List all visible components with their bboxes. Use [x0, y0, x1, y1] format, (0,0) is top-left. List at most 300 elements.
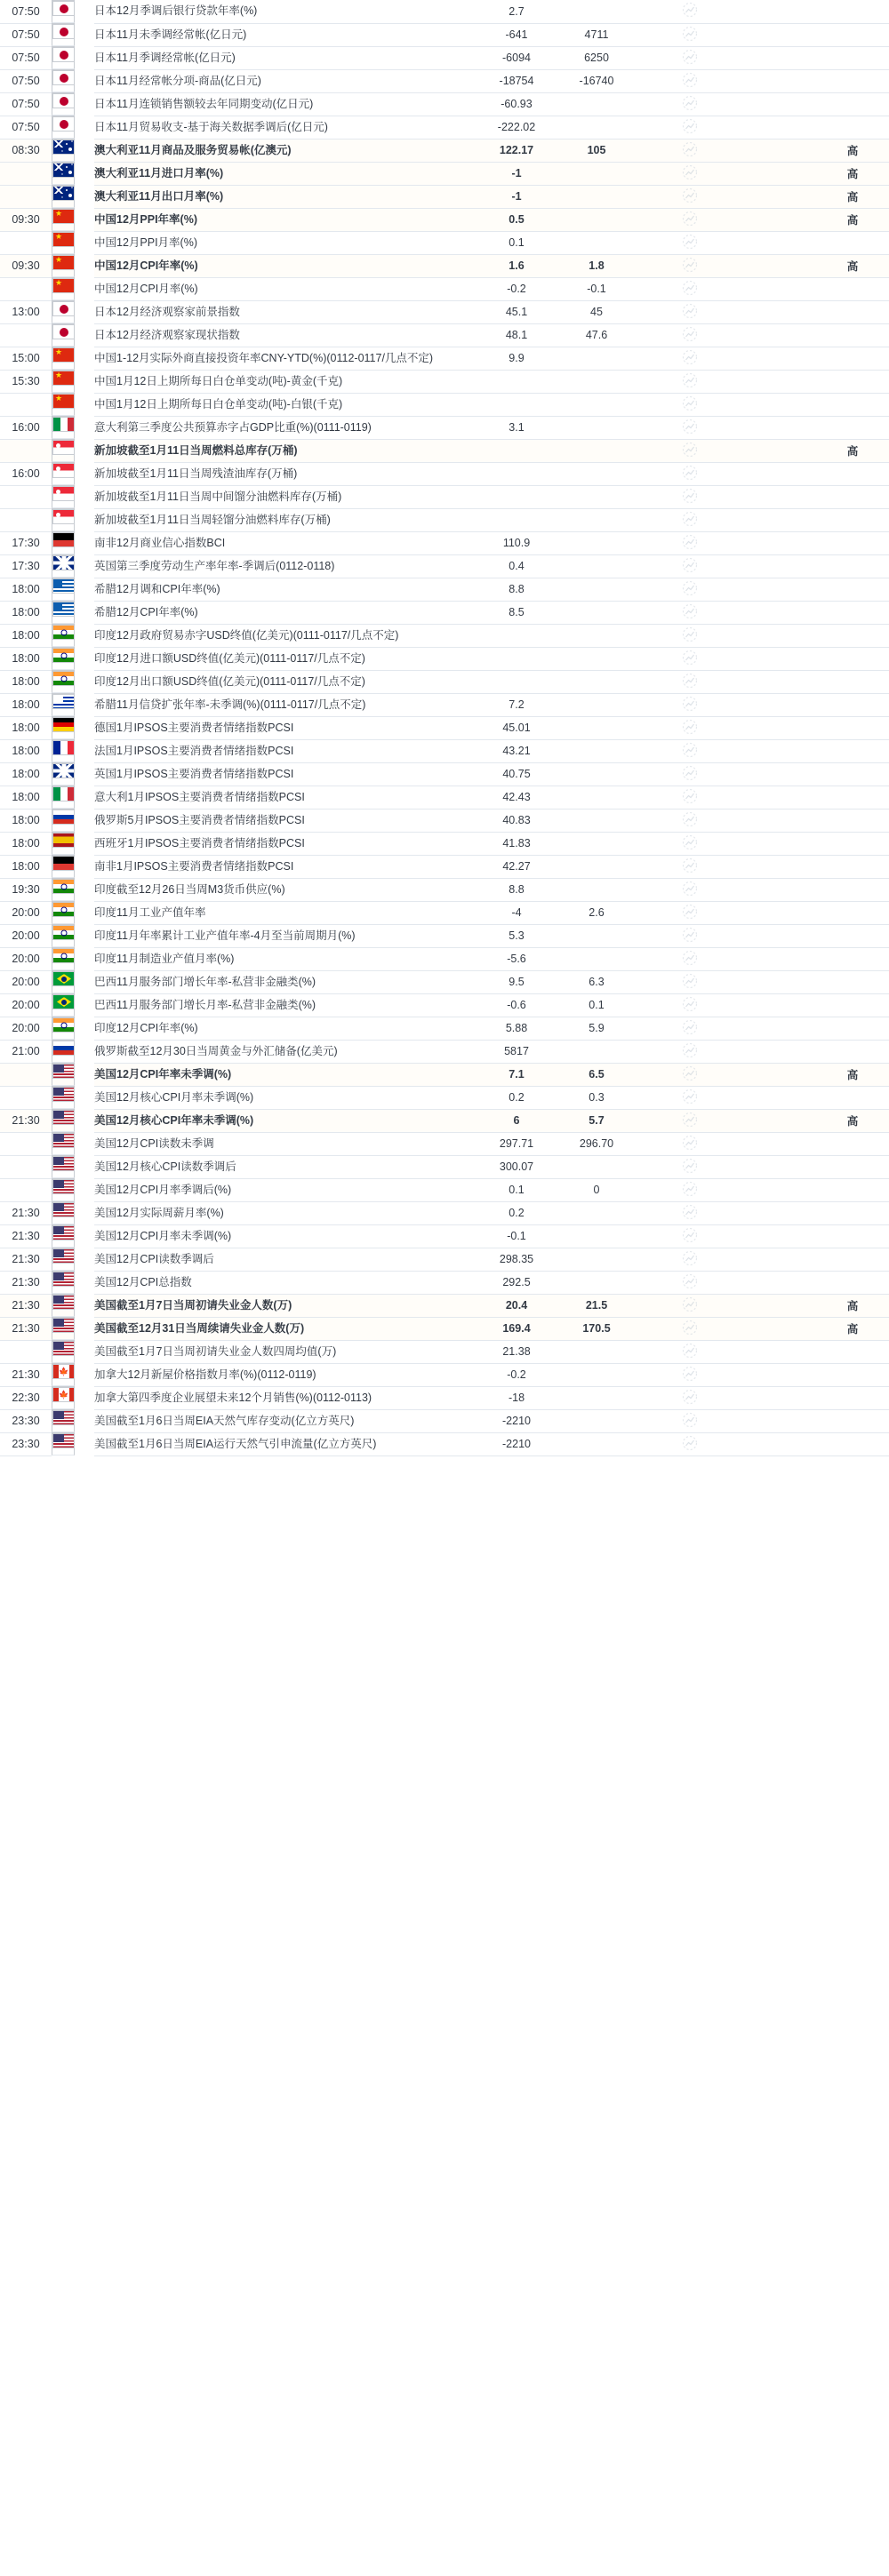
table-row[interactable]	[0, 1109, 889, 1132]
event-name[interactable]: 中国12月PPI年率(%)	[94, 208, 477, 231]
chart-cell[interactable]	[637, 1132, 743, 1155]
event-name[interactable]: 加拿大12月新屋价格指数月率(%)(0112-0119)	[94, 1363, 477, 1386]
actual-value: 45.1	[477, 300, 557, 323]
chart-cell[interactable]	[637, 300, 743, 323]
chart-cell[interactable]	[637, 1340, 743, 1363]
table-row[interactable]	[0, 554, 889, 578]
chart-icon[interactable]	[682, 372, 698, 388]
chart-cell[interactable]	[637, 554, 743, 578]
chart-icon[interactable]	[682, 141, 698, 157]
importance-badge	[816, 1155, 889, 1178]
chart-icon[interactable]	[682, 26, 698, 42]
table-row[interactable]	[0, 1363, 889, 1386]
event-name[interactable]: 西班牙1月IPSOS主要消费者情绪指数PCSI	[94, 832, 477, 855]
event-name[interactable]: 日本11月季调经常帐(亿日元)	[94, 46, 477, 69]
chart-cell[interactable]	[637, 762, 743, 786]
chart-icon[interactable]	[682, 211, 698, 227]
event-name[interactable]: 新加坡截至1月11日当周残渣油库存(万桶)	[94, 462, 477, 485]
chart-cell[interactable]	[637, 832, 743, 855]
chart-icon[interactable]	[682, 511, 698, 527]
table-row[interactable]	[0, 1271, 889, 1294]
chart-cell[interactable]	[637, 254, 743, 277]
table-row[interactable]	[0, 393, 889, 416]
event-name[interactable]: 巴西11月服务部门增长月率-私营非金融类(%)	[94, 993, 477, 1017]
actual-value	[477, 370, 557, 393]
chart-cell[interactable]	[637, 647, 743, 670]
event-name[interactable]: 印度11月工业产值年率	[94, 901, 477, 924]
chart-cell[interactable]	[637, 1224, 743, 1248]
chart-cell[interactable]	[637, 1363, 743, 1386]
event-name[interactable]: 新加坡截至1月11日当周轻馏分油燃料库存(万桶)	[94, 508, 477, 531]
chart-cell[interactable]	[637, 462, 743, 485]
importance-badge: 高	[816, 185, 889, 208]
revised-value	[743, 1432, 816, 1455]
chart-icon[interactable]	[682, 1435, 698, 1451]
importance-badge	[816, 1224, 889, 1248]
actual-value: 9.5	[477, 970, 557, 993]
event-name[interactable]: 中国12月CPI年率(%)	[94, 254, 477, 277]
chart-icon[interactable]	[682, 1042, 698, 1058]
table-row[interactable]	[0, 23, 889, 46]
event-name[interactable]: 美国12月CPI总指数	[94, 1271, 477, 1294]
chart-icon[interactable]	[682, 488, 698, 504]
chart-icon[interactable]	[682, 442, 698, 458]
chart-cell[interactable]	[637, 439, 743, 462]
event-name[interactable]: 希腊12月CPI年率(%)	[94, 601, 477, 624]
table-row[interactable]	[0, 231, 889, 254]
table-row[interactable]	[0, 947, 889, 970]
event-name[interactable]: 美国截至1月6日当周EIA运行天然气引申流量(亿立方英尺)	[94, 1432, 477, 1455]
table-row[interactable]	[0, 786, 889, 809]
table-row[interactable]	[0, 1086, 889, 1109]
event-name[interactable]: 中国12月CPI月率(%)	[94, 277, 477, 300]
table-row[interactable]	[0, 1409, 889, 1432]
chart-icon[interactable]	[682, 118, 698, 134]
table-row[interactable]	[0, 162, 889, 185]
chart-cell[interactable]	[637, 578, 743, 601]
event-name[interactable]: 美国12月CPI年率未季调(%)	[94, 1063, 477, 1086]
row-time: 18:00	[0, 670, 52, 693]
table-row[interactable]	[0, 716, 889, 739]
revised-value	[743, 462, 816, 485]
event-name[interactable]: 美国12月CPI月率未季调(%)	[94, 1224, 477, 1248]
chart-cell[interactable]	[637, 1109, 743, 1132]
table-row[interactable]	[0, 855, 889, 878]
table-row[interactable]	[0, 993, 889, 1017]
chart-cell[interactable]	[637, 947, 743, 970]
table-row[interactable]	[0, 370, 889, 393]
table-row[interactable]	[0, 1178, 889, 1201]
table-row[interactable]	[0, 508, 889, 531]
event-name[interactable]: 英国第三季度劳动生产率年率-季调后(0112-0118)	[94, 554, 477, 578]
chart-icon[interactable]	[682, 1065, 698, 1081]
chart-icon[interactable]	[682, 881, 698, 897]
table-row[interactable]	[0, 578, 889, 601]
actual-value	[477, 485, 557, 508]
chart-icon[interactable]	[682, 996, 698, 1012]
country-flag-us	[52, 1201, 75, 1224]
table-row[interactable]	[0, 485, 889, 508]
actual-value: 42.43	[477, 786, 557, 809]
revised-value	[743, 762, 816, 786]
chart-cell[interactable]	[637, 393, 743, 416]
event-name[interactable]: 美国12月核心CPI读数季调后	[94, 1155, 477, 1178]
chart-cell[interactable]	[637, 1017, 743, 1040]
table-row[interactable]	[0, 970, 889, 993]
chart-icon[interactable]	[682, 1296, 698, 1312]
forecast-value	[557, 1409, 637, 1432]
chart-cell[interactable]	[637, 1294, 743, 1317]
chart-cell[interactable]	[637, 231, 743, 254]
event-name[interactable]: 希腊12月调和CPI年率(%)	[94, 578, 477, 601]
chart-icon[interactable]	[682, 1343, 698, 1359]
chart-icon[interactable]	[682, 164, 698, 180]
table-row[interactable]	[0, 185, 889, 208]
chart-cell[interactable]	[637, 69, 743, 92]
table-row[interactable]	[0, 462, 889, 485]
chart-icon[interactable]	[682, 1204, 698, 1220]
chart-cell[interactable]	[637, 116, 743, 139]
chart-cell[interactable]	[637, 185, 743, 208]
event-name[interactable]: 日本11月经常帐分项-商品(亿日元)	[94, 69, 477, 92]
event-name[interactable]: 澳大利亚11月商品及服务贸易帐(亿澳元)	[94, 139, 477, 162]
table-row[interactable]	[0, 1432, 889, 1455]
chart-cell[interactable]	[637, 693, 743, 716]
chart-cell[interactable]	[637, 716, 743, 739]
table-row[interactable]	[0, 1063, 889, 1086]
event-name[interactable]: 中国1-12月实际外商直接投资年率CNY-YTD(%)(0112-0117/几点不定)	[94, 347, 477, 370]
event-name[interactable]: 中国1月12日上期所每日白仓单变动(吨)-白银(千克)	[94, 393, 477, 416]
chart-cell[interactable]	[637, 1248, 743, 1271]
event-name[interactable]: 中国1月12日上期所每日白仓单变动(吨)-黄金(千克)	[94, 370, 477, 393]
table-row[interactable]	[0, 878, 889, 901]
event-name[interactable]: 俄罗斯截至12月30日当周黄金与外汇储备(亿美元)	[94, 1040, 477, 1063]
chart-cell[interactable]	[637, 92, 743, 116]
chart-cell[interactable]	[637, 970, 743, 993]
table-row[interactable]	[0, 323, 889, 347]
chart-icon[interactable]	[682, 927, 698, 943]
chart-icon[interactable]	[682, 834, 698, 850]
forecast-value	[557, 185, 637, 208]
event-name[interactable]: 美国12月核心CPI月率未季调(%)	[94, 1086, 477, 1109]
actual-value: -1	[477, 162, 557, 185]
event-name[interactable]: 巴西11月服务部门增长年率-私营非金融类(%)	[94, 970, 477, 993]
chart-icon[interactable]	[682, 857, 698, 873]
table-row[interactable]	[0, 300, 889, 323]
importance-badge	[816, 554, 889, 578]
chart-icon[interactable]	[682, 904, 698, 920]
table-row[interactable]	[0, 416, 889, 439]
chart-icon[interactable]	[682, 1250, 698, 1266]
chart-icon[interactable]	[682, 973, 698, 989]
table-row[interactable]	[0, 624, 889, 647]
chart-icon[interactable]	[682, 1227, 698, 1243]
event-name[interactable]: 印度12月进口额USD终值(亿美元)(0111-0117/几点不定)	[94, 647, 477, 670]
table-row[interactable]	[0, 901, 889, 924]
chart-icon[interactable]	[682, 1181, 698, 1197]
table-row[interactable]	[0, 1294, 889, 1317]
chart-icon[interactable]	[682, 765, 698, 781]
event-name[interactable]: 美国12月核心CPI年率未季调(%)	[94, 1109, 477, 1132]
table-row[interactable]	[0, 601, 889, 624]
actual-value: -0.2	[477, 277, 557, 300]
event-name[interactable]: 中国12月PPI月率(%)	[94, 231, 477, 254]
chart-icon[interactable]	[682, 719, 698, 735]
importance-badge	[816, 1017, 889, 1040]
table-row[interactable]	[0, 0, 889, 23]
chart-icon[interactable]	[682, 187, 698, 203]
chart-cell[interactable]	[637, 485, 743, 508]
row-time: 20:00	[0, 1017, 52, 1040]
chart-icon[interactable]	[682, 1089, 698, 1105]
chart-cell[interactable]	[637, 670, 743, 693]
importance-badge	[816, 947, 889, 970]
importance-badge: 高	[816, 1317, 889, 1340]
chart-cell[interactable]	[637, 1086, 743, 1109]
chart-icon[interactable]	[682, 1019, 698, 1035]
chart-cell[interactable]	[637, 46, 743, 69]
event-name[interactable]: 美国12月CPI读数未季调	[94, 1132, 477, 1155]
chart-cell[interactable]	[637, 1040, 743, 1063]
table-row[interactable]	[0, 832, 889, 855]
chart-cell[interactable]	[637, 208, 743, 231]
chart-cell[interactable]	[637, 855, 743, 878]
importance-badge	[816, 531, 889, 554]
chart-icon[interactable]	[682, 1273, 698, 1289]
table-row[interactable]	[0, 46, 889, 69]
chart-icon[interactable]	[682, 650, 698, 666]
chart-cell[interactable]	[637, 347, 743, 370]
table-row[interactable]	[0, 924, 889, 947]
actual-value: 48.1	[477, 323, 557, 347]
chart-icon[interactable]	[682, 580, 698, 596]
table-row[interactable]	[0, 693, 889, 716]
table-row[interactable]	[0, 69, 889, 92]
chart-icon[interactable]	[682, 49, 698, 65]
event-name[interactable]: 印度11月年率累计工业产值年率-4月至当前周期月(%)	[94, 924, 477, 947]
table-row[interactable]	[0, 92, 889, 116]
chart-icon[interactable]	[682, 349, 698, 365]
event-name[interactable]: 日本12月季调后银行贷款年率(%)	[94, 0, 477, 23]
event-name[interactable]: 日本11月贸易收支-基于海关数据季调后(亿日元)	[94, 116, 477, 139]
chart-icon[interactable]	[682, 1320, 698, 1336]
event-name[interactable]: 美国12月CPI读数季调后	[94, 1248, 477, 1271]
chart-icon[interactable]	[682, 72, 698, 88]
revised-value	[743, 601, 816, 624]
chart-cell[interactable]	[637, 924, 743, 947]
chart-cell[interactable]	[637, 1432, 743, 1455]
event-name[interactable]: 英国1月IPSOS主要消费者情绪指数PCSI	[94, 762, 477, 786]
chart-icon[interactable]	[682, 234, 698, 250]
chart-cell[interactable]	[637, 531, 743, 554]
chart-icon[interactable]	[682, 326, 698, 342]
chart-cell[interactable]	[637, 993, 743, 1017]
chart-cell[interactable]	[637, 878, 743, 901]
chart-icon[interactable]	[682, 465, 698, 481]
chart-icon[interactable]	[682, 1158, 698, 1174]
table-row[interactable]	[0, 739, 889, 762]
revised-value	[743, 254, 816, 277]
actual-value: 41.83	[477, 832, 557, 855]
event-name[interactable]: 日本11月未季调经常帐(亿日元)	[94, 23, 477, 46]
table-row[interactable]	[0, 1224, 889, 1248]
table-row[interactable]	[0, 1040, 889, 1063]
actual-value: 21.38	[477, 1340, 557, 1363]
importance-badge	[816, 739, 889, 762]
event-name[interactable]: 印度12月出口额USD终值(亿美元)(0111-0117/几点不定)	[94, 670, 477, 693]
event-name[interactable]: 南非12月商业信心指数BCI	[94, 531, 477, 554]
table-row[interactable]	[0, 139, 889, 162]
actual-value: 40.75	[477, 762, 557, 786]
event-name[interactable]: 日本12月经济观察家前景指数	[94, 300, 477, 323]
chart-icon[interactable]	[682, 950, 698, 966]
event-name[interactable]: 印度12月CPI年率(%)	[94, 1017, 477, 1040]
chart-cell[interactable]	[637, 1409, 743, 1432]
chart-icon[interactable]	[682, 626, 698, 642]
table-row[interactable]	[0, 1386, 889, 1409]
event-name[interactable]: 日本11月连锁销售额较去年同期变动(亿日元)	[94, 92, 477, 116]
chart-icon[interactable]	[682, 257, 698, 273]
table-row[interactable]	[0, 1317, 889, 1340]
event-name[interactable]: 南非1月IPSOS主要消费者情绪指数PCSI	[94, 855, 477, 878]
chart-icon[interactable]	[682, 280, 698, 296]
event-name[interactable]: 新加坡截至1月11日当周燃料总库存(万桶)	[94, 439, 477, 462]
chart-cell[interactable]	[637, 23, 743, 46]
chart-icon[interactable]	[682, 303, 698, 319]
row-time: 20:00	[0, 947, 52, 970]
chart-icon[interactable]	[682, 1112, 698, 1128]
event-name[interactable]: 德国1月IPSOS主要消费者情绪指数PCSI	[94, 716, 477, 739]
event-name[interactable]: 澳大利亚11月出口月率(%)	[94, 185, 477, 208]
chart-cell[interactable]	[637, 139, 743, 162]
chart-cell[interactable]	[637, 901, 743, 924]
chart-cell[interactable]	[637, 416, 743, 439]
chart-icon[interactable]	[682, 95, 698, 111]
table-row[interactable]	[0, 1201, 889, 1224]
table-row[interactable]	[0, 116, 889, 139]
chart-cell[interactable]	[637, 1063, 743, 1086]
table-row[interactable]	[0, 1017, 889, 1040]
chart-cell[interactable]	[637, 786, 743, 809]
forecast-value: 105	[557, 139, 637, 162]
chart-icon[interactable]	[682, 534, 698, 550]
actual-value	[477, 393, 557, 416]
row-time: 18:00	[0, 624, 52, 647]
table-row[interactable]	[0, 1132, 889, 1155]
forecast-value	[557, 647, 637, 670]
event-name[interactable]: 美国截至1月6日当周EIA天然气库存变动(亿立方英尺)	[94, 1409, 477, 1432]
chart-icon[interactable]	[682, 1412, 698, 1428]
revised-value	[743, 1017, 816, 1040]
forecast-value	[557, 416, 637, 439]
table-row[interactable]	[0, 254, 889, 277]
table-row[interactable]	[0, 1340, 889, 1363]
event-name[interactable]: 美国截至12月31日当周续请失业金人数(万)	[94, 1317, 477, 1340]
event-name[interactable]: 加拿大第四季度企业展望未来12个月销售(%)(0112-0113)	[94, 1386, 477, 1409]
table-row[interactable]	[0, 1248, 889, 1271]
chart-cell[interactable]	[637, 1201, 743, 1224]
chart-cell[interactable]	[637, 624, 743, 647]
chart-cell[interactable]	[637, 1271, 743, 1294]
chart-cell[interactable]	[637, 370, 743, 393]
chart-icon[interactable]	[682, 419, 698, 435]
chart-cell[interactable]	[637, 1155, 743, 1178]
chart-icon[interactable]	[682, 673, 698, 689]
chart-cell[interactable]	[637, 809, 743, 832]
country-flag-sg	[52, 439, 75, 462]
forecast-value	[557, 1386, 637, 1409]
chart-icon[interactable]	[682, 557, 698, 573]
chart-cell[interactable]	[637, 277, 743, 300]
table-row[interactable]	[0, 208, 889, 231]
chart-icon[interactable]	[682, 696, 698, 712]
event-name[interactable]: 美国截至1月7日当周初请失业金人数四周均值(万)	[94, 1340, 477, 1363]
country-flag-it	[52, 786, 75, 809]
table-row[interactable]	[0, 762, 889, 786]
chart-icon[interactable]	[682, 1366, 698, 1382]
chart-icon[interactable]	[682, 2, 698, 18]
chart-icon[interactable]	[682, 1389, 698, 1405]
table-row[interactable]	[0, 277, 889, 300]
event-name[interactable]: 美国12月CPI月率季调后(%)	[94, 1178, 477, 1201]
chart-icon[interactable]	[682, 742, 698, 758]
event-name[interactable]: 印度截至12月26日当周M3货币供应(%)	[94, 878, 477, 901]
table-row[interactable]	[0, 1155, 889, 1178]
table-row[interactable]	[0, 670, 889, 693]
chart-icon[interactable]	[682, 1135, 698, 1151]
event-name[interactable]: 新加坡截至1月11日当周中间馏分油燃料库存(万桶)	[94, 485, 477, 508]
row-time	[0, 1086, 52, 1109]
chart-cell[interactable]	[637, 1178, 743, 1201]
chart-cell[interactable]	[637, 162, 743, 185]
chart-cell[interactable]	[637, 1386, 743, 1409]
chart-cell[interactable]	[637, 0, 743, 23]
chart-cell[interactable]	[637, 739, 743, 762]
importance-badge	[816, 485, 889, 508]
chart-cell[interactable]	[637, 601, 743, 624]
actual-value: -2210	[477, 1432, 557, 1455]
chart-icon[interactable]	[682, 788, 698, 804]
event-name[interactable]: 意大利1月IPSOS主要消费者情绪指数PCSI	[94, 786, 477, 809]
table-row[interactable]	[0, 439, 889, 462]
event-name[interactable]: 日本12月经济观察家现状指数	[94, 323, 477, 347]
country-flag-jp	[52, 69, 75, 92]
table-row[interactable]	[0, 347, 889, 370]
event-name[interactable]: 俄罗斯5月IPSOS主要消费者情绪指数PCSI	[94, 809, 477, 832]
event-name[interactable]: 意大利第三季度公共预算赤字占GDP比重(%)(0111-0119)	[94, 416, 477, 439]
chart-cell[interactable]	[637, 508, 743, 531]
event-name[interactable]: 法国1月IPSOS主要消费者情绪指数PCSI	[94, 739, 477, 762]
event-name[interactable]: 美国12月实际周薪月率(%)	[94, 1201, 477, 1224]
chart-cell[interactable]	[637, 1317, 743, 1340]
event-name[interactable]: 印度12月政府贸易赤字USD终值(亿美元)(0111-0117/几点不定)	[94, 624, 477, 647]
chart-icon[interactable]	[682, 811, 698, 827]
event-name[interactable]: 希腊11月信贷扩张年率-未季调(%)(0111-0117/几点不定)	[94, 693, 477, 716]
chart-icon[interactable]	[682, 395, 698, 411]
chart-icon[interactable]	[682, 603, 698, 619]
country-flag-in	[52, 878, 75, 901]
revised-value	[743, 1132, 816, 1155]
event-name[interactable]: 澳大利亚11月进口月率(%)	[94, 162, 477, 185]
event-name[interactable]: 美国截至1月7日当周初请失业金人数(万)	[94, 1294, 477, 1317]
table-row[interactable]	[0, 647, 889, 670]
table-row[interactable]	[0, 531, 889, 554]
event-name[interactable]: 印度11月制造业产值月率(%)	[94, 947, 477, 970]
importance-badge	[816, 601, 889, 624]
chart-cell[interactable]	[637, 323, 743, 347]
country-flag-jp	[52, 0, 75, 23]
table-row[interactable]	[0, 809, 889, 832]
